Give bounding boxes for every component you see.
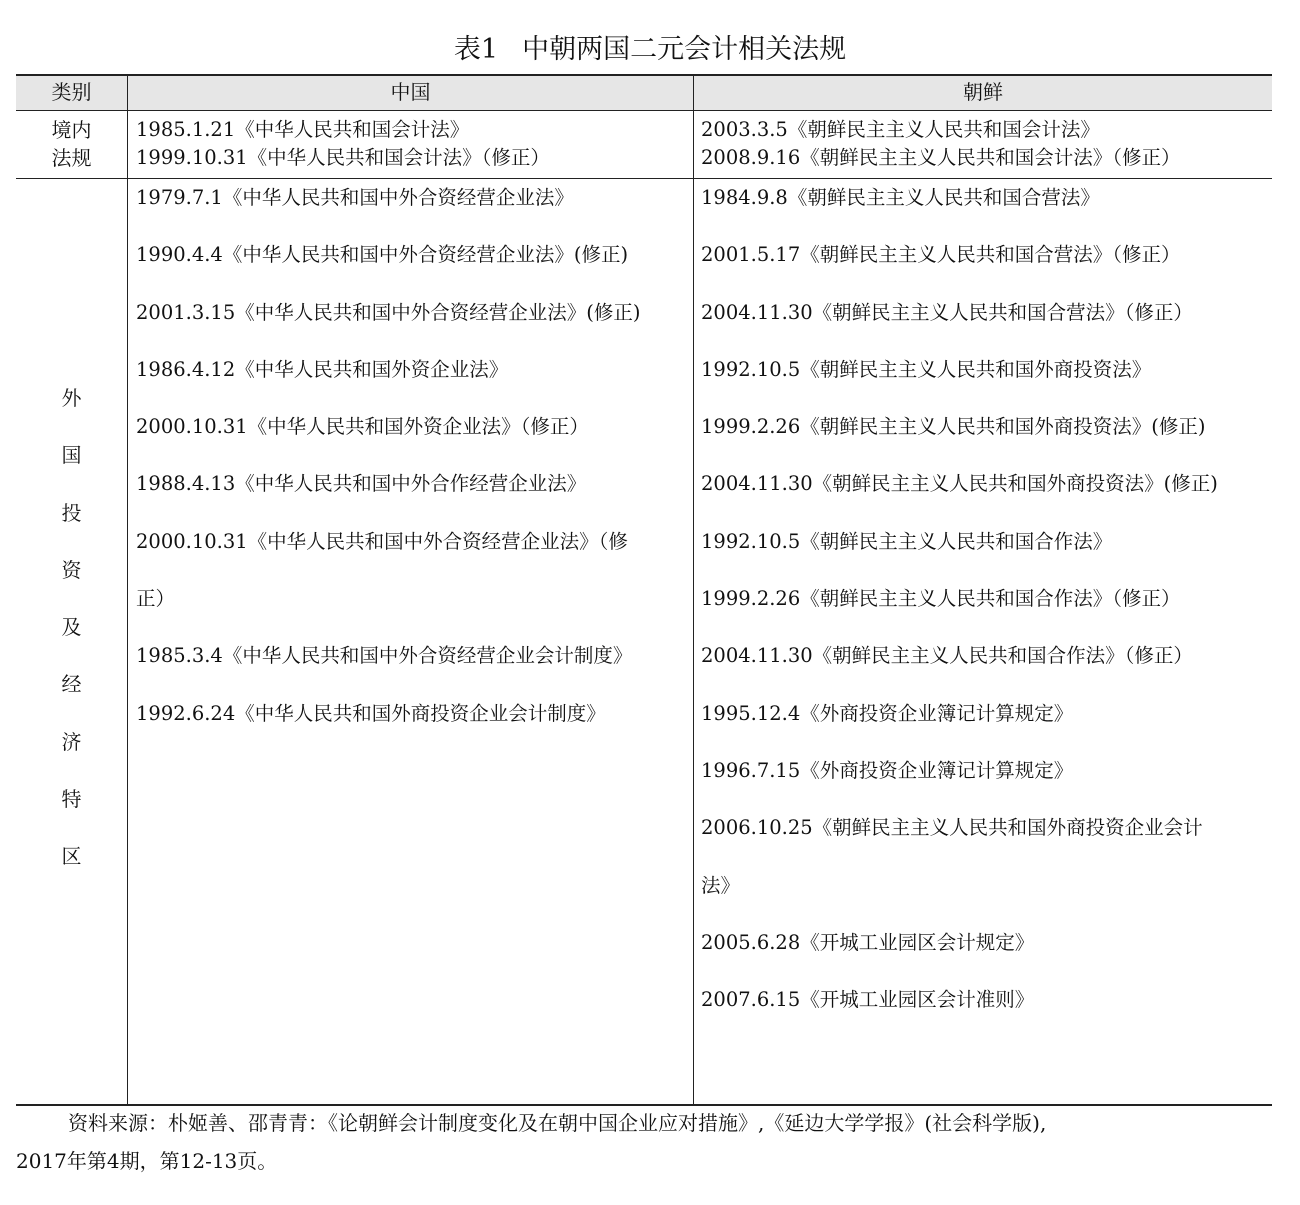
- law-entry: 1995.12.4《外商投资企业簿记计算规定》: [701, 701, 1074, 725]
- law-entry: 2003.3.5《朝鲜民主主义人民共和国会计法》: [701, 118, 1100, 141]
- law-entry: 2004.11.30《朝鲜民主主义人民共和国合营法》（修正）: [701, 300, 1193, 324]
- header-china: 中国: [390, 80, 431, 104]
- column-divider-2: [693, 74, 694, 1105]
- table-title: [0, 30, 1300, 70]
- law-entry: 1999.10.31《中华人民共和国会计法》（修正）: [136, 146, 550, 169]
- law-entry: 1992.10.5《朝鲜民主主义人民共和国合作法》: [701, 529, 1113, 553]
- regulations-table: [16, 74, 1272, 1106]
- law-entry: 1988.4.13《中华人民共和国中外合作经营企业法》: [136, 472, 587, 496]
- category-char: 投: [61, 500, 82, 525]
- category-char: 外: [61, 386, 82, 410]
- category-char: 及: [61, 615, 82, 640]
- china-domestic-cell: [136, 116, 550, 172]
- source-line-2: 2017年第4期，第12-13页。: [16, 1149, 278, 1173]
- category-char: 经: [61, 672, 82, 697]
- law-entry: 2006.10.25《朝鲜民主主义人民共和国外商投资企业会计: [701, 816, 1203, 840]
- header-category: 类别: [51, 80, 92, 104]
- category-domestic: [16, 116, 127, 172]
- law-entry: 1984.9.8《朝鲜民主主义人民共和国合营法》: [701, 186, 1100, 209]
- header-rule: [16, 110, 1272, 111]
- source-line-1: [16, 1104, 1278, 1142]
- category-char: 区: [61, 844, 82, 869]
- law-entry: 1999.2.26《朝鲜民主主义人民共和国外商投资法》(修正): [701, 415, 1206, 439]
- law-entry: 1992.10.5《朝鲜民主主义人民共和国外商投资法》: [701, 357, 1152, 381]
- dprk-foreign-cell: [701, 178, 1218, 1037]
- law-entry: 1999.2.26《朝鲜民主主义人民共和国合作法》（修正）: [701, 587, 1181, 611]
- law-entry: 2000.10.31《中华人民共和国中外合资经营企业法》（修: [136, 529, 628, 553]
- law-entry: 1979.7.1《中华人民共和国中外合资经营企业法》: [136, 186, 574, 209]
- law-entry: 2008.9.16《朝鲜民主主义人民共和国会计法》（修正）: [701, 146, 1181, 169]
- table-number: 表1: [453, 34, 499, 65]
- category-char: 特: [61, 787, 82, 812]
- law-entry: 2004.11.30《朝鲜民主主义人民共和国外商投资法》(修正): [701, 472, 1218, 496]
- law-entry: 1985.3.4《中华人民共和国中外合资经营企业会计制度》: [136, 644, 633, 668]
- law-entry: 1992.6.24《中华人民共和国外商投资企业会计制度》: [136, 701, 606, 725]
- law-entry: 1990.4.4《中华人民共和国中外合资经营企业法》(修正): [136, 243, 629, 267]
- category-text: 境内: [51, 118, 92, 142]
- law-entry-continued: 正）: [136, 587, 176, 611]
- category-foreign-investment: [16, 378, 127, 894]
- dprk-domestic-cell: [701, 116, 1181, 172]
- source-text: 资料来源：朴姬善、邵青青：《论朝鲜会计制度变化及在朝中国企业应对措施》,《延边大学学报》(社会科学版),: [68, 1111, 1047, 1135]
- law-entry: 1985.1.21《中华人民共和国会计法》: [136, 118, 470, 141]
- law-entry: 2005.6.28《开城工业园区会计规定》: [701, 930, 1035, 954]
- law-entry: 2000.10.31《中华人民共和国外资企业法》（修正）: [136, 415, 589, 439]
- column-divider-1: [127, 74, 128, 1105]
- law-entry: 2001.3.15《中华人民共和国中外合资经营企业法》(修正): [136, 300, 641, 324]
- category-char: 资: [61, 557, 82, 582]
- law-entry: 2007.6.15《开城工业园区会计准则》: [701, 988, 1035, 1012]
- law-entry: 2001.5.17《朝鲜民主主义人民共和国合营法》（修正）: [701, 243, 1181, 267]
- source-note: [16, 1104, 1278, 1180]
- law-entry-continued: 法》: [701, 873, 741, 897]
- china-foreign-cell: [136, 178, 640, 751]
- law-entry: 1996.7.15《外商投资企业簿记计算规定》: [701, 758, 1074, 782]
- law-entry: 1986.4.12《中华人民共和国外资企业法》: [136, 357, 509, 381]
- category-char: 济: [61, 729, 82, 754]
- category-text: 法规: [51, 146, 92, 170]
- header-dprk: 朝鲜: [963, 80, 1003, 104]
- table-caption: 中朝两国二元会计相关法规: [522, 34, 847, 65]
- category-char: 国: [61, 443, 82, 468]
- law-entry: 2004.11.30《朝鲜民主主义人民共和国合作法》（修正）: [701, 644, 1193, 668]
